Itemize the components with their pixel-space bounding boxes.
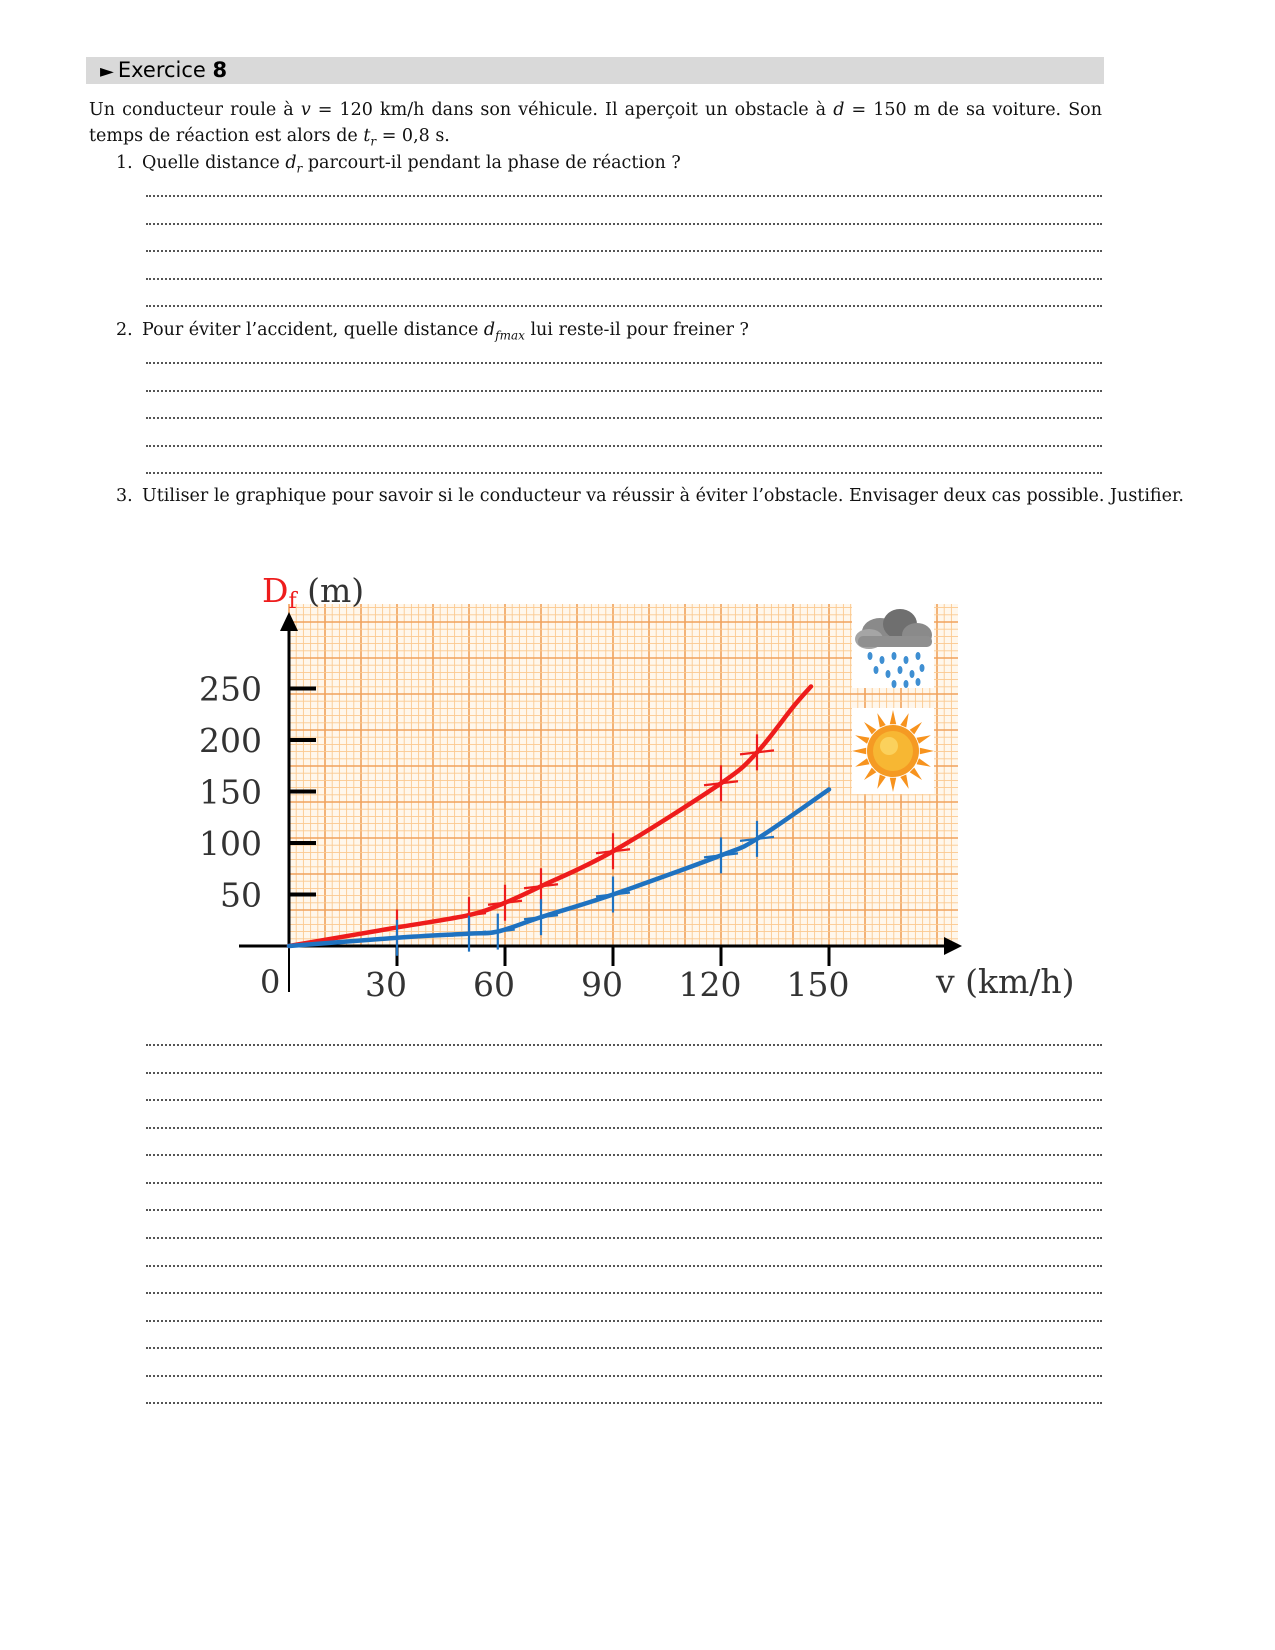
x-tick-label: 60	[473, 965, 515, 1004]
y-tick-label: 100	[199, 824, 262, 863]
x-tick-label: 120	[678, 965, 742, 1004]
answer-line[interactable]	[146, 1400, 1102, 1404]
answer-line[interactable]	[146, 1042, 1102, 1046]
y-tick-label: 150	[199, 772, 262, 812]
origin-label: 0	[260, 963, 281, 1001]
answer-line[interactable]	[146, 1318, 1102, 1322]
answer-line[interactable]	[146, 1235, 1102, 1239]
triangle-marker-icon: ►	[100, 61, 114, 82]
x-tick-label: 150	[786, 965, 850, 1004]
x-axis-label: v (km/h)	[936, 962, 1075, 1001]
question-2: 2. Pour éviter l’accident, quelle distance $d_{fmax}$ lui reste-il pour freiner ?	[116, 320, 749, 343]
answer-line[interactable]	[146, 1345, 1102, 1349]
y-tick-label: 200	[199, 721, 262, 760]
exercise-statement: Un conducteur roule à v = 120 km/h dans son véhicule. Il aperçoit un obstacle à d = 150 m de sa voiture. Son temps de réaction est alors de $t_r = 0,8$ s.	[89, 100, 1102, 149]
question-3: 3. Utiliser le graphique pour savoir si le conducteur va réussir à éviter l’obstacle. Envisager deux cas possible. Justifier.	[116, 486, 1184, 506]
answer-line[interactable]	[146, 1373, 1102, 1377]
exercise-title: ► Exercice 8	[100, 58, 228, 82]
y-axis-label: Df (m)	[262, 571, 365, 614]
sun-icon	[852, 708, 934, 794]
answer-line[interactable]	[146, 1152, 1102, 1156]
question-1: 1. Quelle distance $d_r$ parcourt-il pendant la phase de réaction ?	[116, 153, 681, 176]
answer-line[interactable]	[146, 1125, 1102, 1129]
x-tick-label: 90	[581, 965, 623, 1004]
rain-cloud-icon	[852, 602, 934, 688]
answer-line[interactable]	[146, 1180, 1102, 1184]
answer-line[interactable]	[146, 1070, 1102, 1074]
y-tick-label: 50	[220, 875, 262, 915]
y-tick-label: 250	[199, 669, 262, 709]
answer-line[interactable]	[146, 1263, 1102, 1267]
answer-line[interactable]	[146, 1207, 1102, 1211]
answer-line[interactable]	[146, 1097, 1102, 1101]
answer-line[interactable]	[146, 1290, 1102, 1294]
x-tick-label: 30	[365, 965, 407, 1004]
